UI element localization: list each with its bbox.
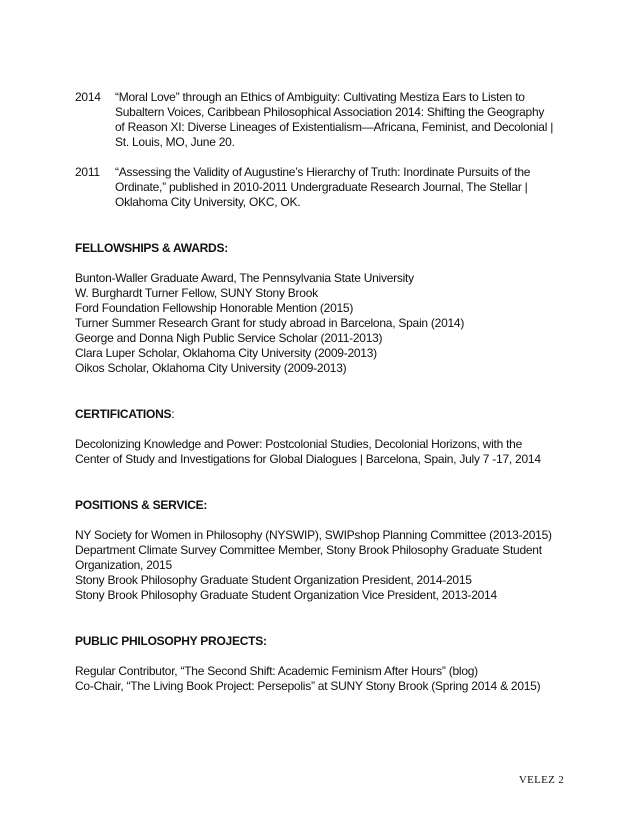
certifications-heading	[75, 407, 575, 422]
position-item: NY Society for Women in Philosophy (NYSWIP), SWIPshop Planning Committee (2013-2015)	[75, 528, 552, 542]
fellowships-list	[75, 271, 575, 376]
fellowship-item: Ford Foundation Fellowship Honorable Mention (2015)	[75, 301, 354, 315]
position-item: Stony Brook Philosophy Graduate Student Organization Vice President, 2013-2014	[75, 588, 497, 602]
page-footer-label: VELEZ 2	[518, 774, 564, 786]
certifications-text: Decolonizing Knowledge and Power: Postcolonial Studies, Decolonial Horizons, with the Center of Study and Investigations for Global Dialogues | Barcelona, Spain, July 7 -17, 2014	[75, 437, 541, 466]
certifications-heading-text: CERTIFICATIONS	[75, 407, 172, 421]
entry-text: “Moral Love” through an Ethics of Ambiguity: Cultivating Mestiza Ears to Listen to Subaltern Voices, Caribbean Philosophical Association 2014: Shifting the Geography of Reason XI: Diverse Lineages of Existentialism—Africana, Feminist, and Decolonial | St. Louis, MO, June 20.	[115, 90, 554, 149]
fellowship-item: George and Donna Nigh Public Service Scholar (2011-2013)	[75, 331, 383, 345]
entry-year: 2014	[75, 90, 101, 104]
entry-text: “Assessing the Validity of Augustine’s Hierarchy of Truth: Inordinate Pursuits of the Ordinate,” published in 2010-2011 Undergraduate Research Journal, The Stellar | Oklahoma City University, OKC, OK.	[115, 165, 531, 209]
cv-content	[75, 90, 575, 710]
public-philosophy-heading: PUBLIC PHILOSOPHY PROJECTS:	[75, 634, 267, 648]
presentation-entry-2011	[75, 165, 575, 210]
fellowship-item: Oikos Scholar, Oklahoma City University (2009-2013)	[75, 361, 347, 375]
certifications-heading-colon: :	[171, 407, 175, 421]
fellowship-item: W. Burghardt Turner Fellow, SUNY Stony Brook	[75, 286, 318, 300]
position-item: Department Climate Survey Committee Member, Stony Brook Philosophy Graduate Student Organization, 2015	[75, 543, 542, 572]
public-philosophy-item: Co-Chair, “The Living Book Project: Persepolis” at SUNY Stony Brook (Spring 2014 & 2015)	[75, 679, 541, 693]
fellowship-item: Turner Summer Research Grant for study abroad in Barcelona, Spain (2014)	[75, 316, 465, 330]
fellowship-item: Clara Luper Scholar, Oklahoma City University (2009-2013)	[75, 346, 377, 360]
fellowships-heading: FELLOWSHIPS & AWARDS:	[75, 241, 228, 255]
entry-year: 2011	[75, 165, 100, 179]
position-item: Stony Brook Philosophy Graduate Student Organization President, 2014-2015	[75, 573, 472, 587]
positions-list	[75, 528, 575, 603]
presentation-entry-2014	[75, 90, 575, 150]
fellowship-item: Bunton-Waller Graduate Award, The Pennsylvania State University	[75, 271, 414, 285]
public-philosophy-list	[75, 664, 575, 694]
positions-heading: POSITIONS & SERVICE:	[75, 498, 208, 512]
public-philosophy-item: Regular Contributor, “The Second Shift: Academic Feminism After Hours” (blog)	[75, 664, 478, 678]
